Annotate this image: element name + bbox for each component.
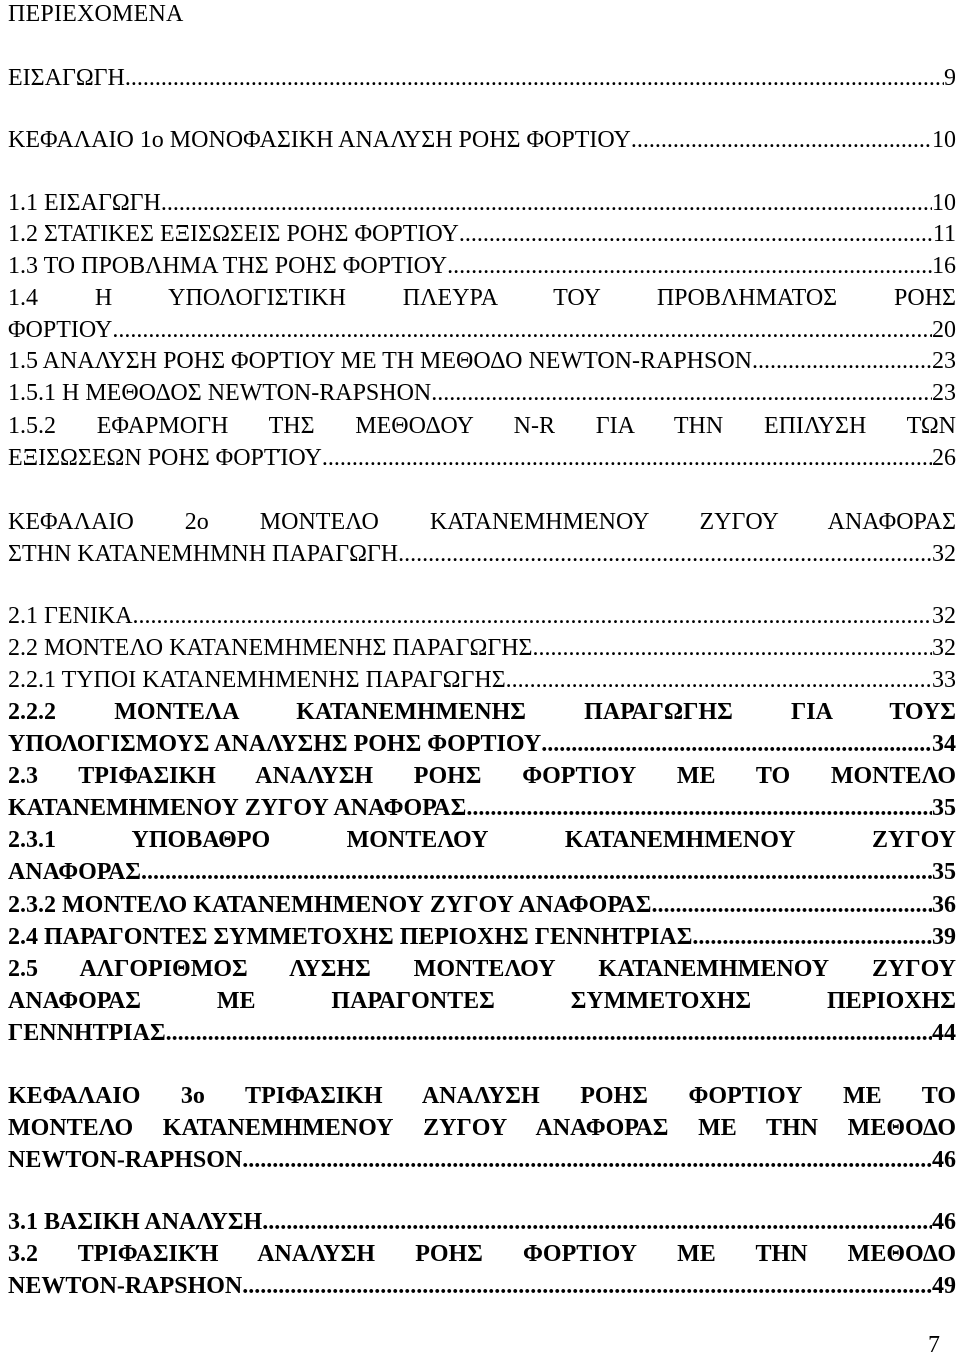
toc-entry-page: 35 xyxy=(932,795,956,821)
toc-entry-page: 36 xyxy=(932,892,956,918)
toc-entry-title: 3.1 ΒΑΣΙΚΗ ΑΝΑΛΥΣΗ xyxy=(8,1209,263,1235)
toc-entry[interactable] xyxy=(8,345,956,377)
toc-entry[interactable] xyxy=(8,62,956,94)
toc-entry-page: 33 xyxy=(932,667,956,693)
toc-entry[interactable] xyxy=(8,250,956,282)
dot-leader xyxy=(262,1206,932,1238)
toc-entry-chapter[interactable] xyxy=(8,1080,956,1176)
toc-entry-title: 1.2 ΣΤΑΤΙΚΕΣ ΕΞΙΣΩΣΕΙΣ ΡΟΗΣ ΦΟΡΤΙΟΥ xyxy=(8,221,459,247)
toc-entry-title: NEWTON-RAPSHON xyxy=(8,1273,243,1299)
toc-entry-title: ΣΤΗΝ ΚΑΤΑΝΕΜΗΜΝΗ ΠΑΡΑΓΩΓΗ xyxy=(8,541,399,567)
toc-entry-title-line: 1.5.2 ΕΦΑΡΜΟΓΗ ΤΗΣ ΜΕΘΟΔΟΥ N-R ΓΙΑ ΤΗΝ ΕΠΙΛΥΣΗ ΤΩΝ xyxy=(8,413,956,439)
dot-leader xyxy=(459,218,933,250)
dot-leader xyxy=(141,856,932,888)
toc-entry-title: 2.2 ΜΟΝΤΕΛΟ ΚΑΤΑΝΕΜΗΜΕΝΗΣ ΠΑΡΑΓΩΓΗΣ xyxy=(8,635,533,661)
toc-entry-title: 1.3 ΤΟ ΠΡΟΒΛΗΜΑ ΤΗΣ ΡΟΗΣ ΦΟΡΤΙΟΥ xyxy=(8,253,448,279)
toc-entry-title-line: 2.2.2 ΜΟΝΤΕΛΑ ΚΑΤΑΝΕΜΗΜΕΝΗΣ ΠΑΡΑΓΩΓΗΣ ΓΙΑ ΤΟΥΣ xyxy=(8,699,956,725)
toc-entry-title-line: 1.4 Η ΥΠΟΛΟΓΙΣΤΙΚΗ ΠΛΕΥΡΑ ΤΟΥ ΠΡΟΒΛΗΜΑΤΟΣ ΡΟΗΣ xyxy=(8,285,956,311)
toc-entry-page: 26 xyxy=(932,445,956,471)
toc-entry-title: ΓΕΝΝΗΤΡΙΑΣ xyxy=(8,1020,166,1046)
toc-entry[interactable] xyxy=(8,921,956,953)
dot-leader xyxy=(752,345,932,377)
toc-entry-title: ΑΝΑΦΟΡΑΣ xyxy=(8,859,141,885)
dot-leader xyxy=(161,187,932,219)
toc-entry-title: 1.5 ΑΝΑΛΥΣΗ ΡΟΗΣ ΦΟΡΤΙΟΥ ΜΕ ΤΗ ΜΕΘΟΔΟ NEWTON-RAPHSON xyxy=(8,348,753,374)
toc-entry-title-line: 2.3 ΤΡΙΦΑΣΙΚΗ ΑΝΑΛΥΣΗ ΡΟΗΣ ΦΟΡΤΙΟΥ ΜΕ ΤΟ ΜΟΝΤΕΛΟ xyxy=(8,763,956,789)
toc-entry[interactable] xyxy=(8,632,956,664)
toc-entry-page: 23 xyxy=(932,348,956,374)
dot-leader xyxy=(431,377,932,409)
toc-entry-page: 39 xyxy=(932,924,956,950)
dot-leader xyxy=(541,728,932,760)
toc-entry-title: 2.4 ΠΑΡΑΓΟΝΤΕΣ ΣΥΜΜΕΤΟΧΗΣ ΠΕΡΙΟΧΗΣ ΓΕΝΝΗΤΡΙΑΣ xyxy=(8,924,693,950)
dot-leader xyxy=(112,314,932,346)
toc-entry-title: ΥΠΟΛΟΓΙΣΜΟΥΣ ΑΝΑΛΥΣΗΣ ΡΟΗΣ ΦΟΡΤΙΟΥ xyxy=(8,731,542,757)
toc-entry-title: 2.3.2 ΜΟΝΤΕΛΟ ΚΑΤΑΝΕΜΗΜΕΝΟΥ ΖΥΓΟΥ ΑΝΑΦΟΡΑΣ xyxy=(8,892,652,918)
toc-entry-page: 44 xyxy=(932,1020,956,1046)
dot-leader xyxy=(692,921,932,953)
toc-entry-title: 2.2.1 ΤΥΠΟΙ ΚΑΤΑΝΕΜΗΜΕΝΗΣ ΠΑΡΑΓΩΓΗΣ xyxy=(8,667,506,693)
toc-entry-page: 16 xyxy=(932,253,956,279)
toc-entry[interactable] xyxy=(8,600,956,632)
toc-entry-title-line: 3.2 ΤΡΙΦΑΣΙΚΉ ΑΝΑΛΥΣΗ ΡΟΗΣ ΦΟΡΤΙΟΥ ΜΕ ΤΗΝ ΜΕΘΟΔΟ xyxy=(8,1241,956,1267)
toc-entry[interactable] xyxy=(8,282,956,346)
toc-entry-page: 20 xyxy=(932,317,956,343)
toc-entry-page: 32 xyxy=(932,635,956,661)
toc-entry[interactable] xyxy=(8,218,956,250)
toc-entry[interactable] xyxy=(8,1206,956,1238)
toc-entry-title: 2.1 ΓΕΝΙΚΑ xyxy=(8,603,133,629)
dot-leader xyxy=(631,124,932,156)
toc-entry-page: 32 xyxy=(932,603,956,629)
toc-heading: ΠΕΡΙΕΧΟΜΕΝΑ xyxy=(8,1,184,27)
toc-entry-title-line: 2.5 ΑΛΓΟΡΙΘΜΟΣ ΛΥΣΗΣ ΜΟΝΤΕΛΟΥ ΚΑΤΑΝΕΜΗΜΕΝΟΥ ΖΥΓΟΥ xyxy=(8,956,956,982)
dot-leader xyxy=(651,889,932,921)
toc-entry-title: ΚΕΦΑΛΑΙΟ 1ο ΜΟΝΟΦΑΣΙΚΗ ΑΝΑΛΥΣΗ ΡΟΗΣ ΦΟΡΤΙΟΥ xyxy=(8,127,631,153)
dot-leader xyxy=(322,442,932,474)
toc-entry-title-line: ΜΟΝΤΕΛΟ ΚΑΤΑΝΕΜΗΜΕΝΟΥ ΖΥΓΟΥ ΑΝΑΦΟΡΑΣ ΜΕ ΤΗΝ ΜΕΘΟΔΟ xyxy=(8,1115,956,1141)
dot-leader xyxy=(166,1017,932,1049)
toc-entry[interactable] xyxy=(8,696,956,760)
toc-entry-title: 1.5.1 Η ΜΕΘΟΔΟΣ NEWTON-RAPSHON xyxy=(8,380,432,406)
toc-entry-title: ΦΟΡΤΙΟΥ xyxy=(8,317,113,343)
dot-leader xyxy=(447,250,932,282)
toc-entry[interactable] xyxy=(8,187,956,219)
dot-leader xyxy=(242,1270,932,1302)
toc-entry-title: NEWTON-RAPHSON xyxy=(8,1147,243,1173)
toc-entry-page: 32 xyxy=(932,541,956,567)
toc-entry[interactable] xyxy=(8,760,956,824)
dot-leader xyxy=(133,600,932,632)
toc-entry[interactable] xyxy=(8,824,956,888)
toc-entry-chapter[interactable] xyxy=(8,124,956,156)
toc-entry-title: 1.1 ΕΙΣΑΓΩΓΗ xyxy=(8,190,161,216)
toc-entry[interactable] xyxy=(8,953,956,1049)
toc-entry-page: 23 xyxy=(932,380,956,406)
toc-entry-page: 34 xyxy=(932,731,956,757)
toc-entry-page: 49 xyxy=(932,1273,956,1299)
toc-entry-page: 35 xyxy=(932,859,956,885)
dot-leader xyxy=(125,62,944,94)
dot-leader xyxy=(506,664,932,696)
toc-entry[interactable] xyxy=(8,410,956,474)
page-number: 7 xyxy=(928,1332,940,1358)
toc-entry-page: 10 xyxy=(932,127,956,153)
toc-entry-title-line: ΚΕΦΑΛΑΙΟ 3ο ΤΡΙΦΑΣΙΚΗ ΑΝΑΛΥΣΗ ΡΟΗΣ ΦΟΡΤΙΟΥ ΜΕ ΤΟ xyxy=(8,1083,956,1109)
toc-entry-page: 46 xyxy=(932,1209,956,1235)
toc-entry-title-line: ΚΕΦΑΛΑΙΟ 2ο ΜΟΝΤΕΛΟ ΚΑΤΑΝΕΜΗΜΕΝΟΥ ΖΥΓΟΥ ΑΝΑΦΟΡΑΣ xyxy=(8,509,956,535)
toc-page xyxy=(8,0,956,1363)
toc-entry-chapter[interactable] xyxy=(8,506,956,570)
toc-entry[interactable] xyxy=(8,1238,956,1302)
toc-entry[interactable] xyxy=(8,664,956,696)
toc-entry-title: ΕΞΙΣΩΣΕΩΝ ΡΟΗΣ ΦΟΡΤΊΟΥ xyxy=(8,445,322,471)
toc-entry-title-line: 2.3.1 ΥΠΟΒΑΘΡΟ ΜΟΝΤΕΛΟΥ ΚΑΤΑΝΕΜΗΜΕΝΟΥ ΖΥΓΟΥ xyxy=(8,827,956,853)
toc-entry-page: 10 xyxy=(932,190,956,216)
toc-entry[interactable] xyxy=(8,889,956,921)
toc-entry[interactable] xyxy=(8,377,956,409)
toc-entry-page: 11 xyxy=(932,221,956,247)
dot-leader xyxy=(533,632,932,664)
toc-entry-page: 9 xyxy=(944,65,956,91)
toc-entry-title: ΕΙΣΑΓΩΓΗ xyxy=(8,65,125,91)
toc-entry-page: 46 xyxy=(932,1147,956,1173)
dot-leader xyxy=(398,538,932,570)
dot-leader xyxy=(242,1144,932,1176)
dot-leader xyxy=(466,792,932,824)
toc-entry-title: ΚΑΤΑΝΕΜΗΜΕΝΟΥ ΖΥΓΟΥ ΑΝΑΦΟΡΑΣ xyxy=(8,795,467,821)
toc-entry-title-line: ΑΝΑΦΟΡΑΣ ΜΕ ΠΑΡΑΓΟΝΤΕΣ ΣΥΜΜΕΤΟΧΗΣ ΠΕΡΙΟΧΗΣ xyxy=(8,988,956,1014)
